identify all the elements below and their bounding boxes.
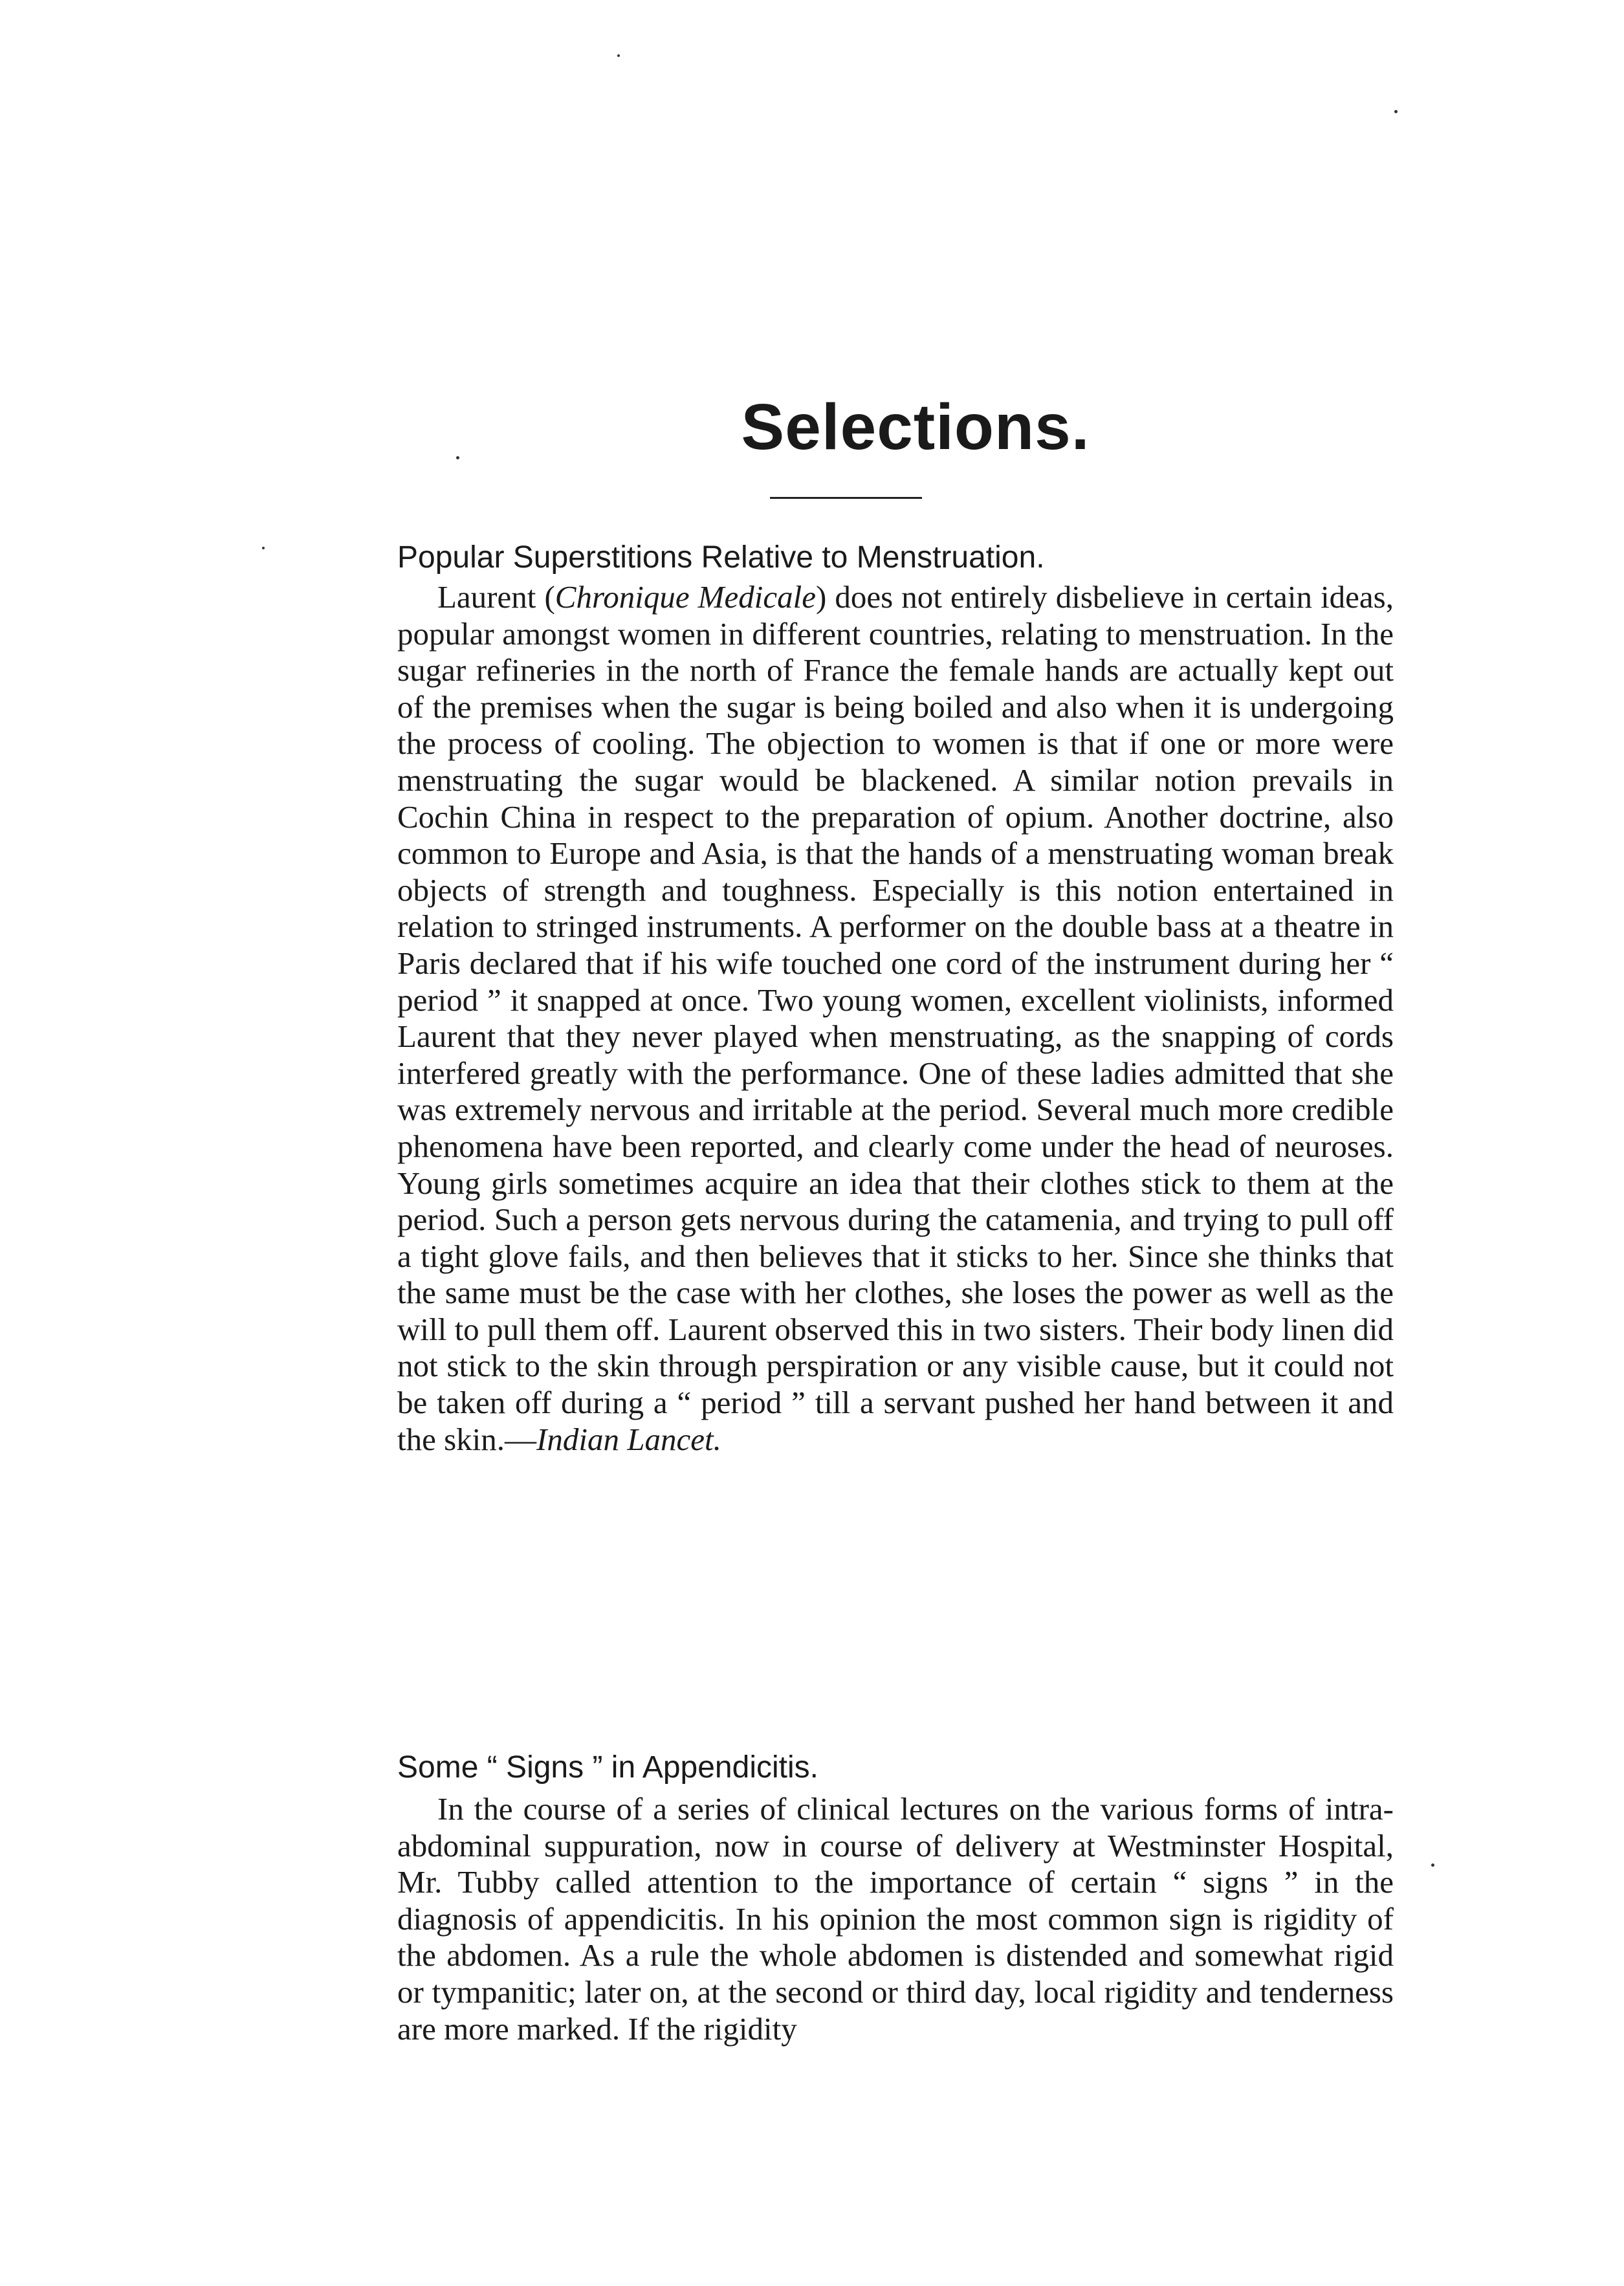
scan-speck — [262, 547, 265, 549]
source-credit: Indian Lancet. — [536, 1421, 721, 1457]
section-heading-superstitions: Popular Superstitions Relative to Menstruation. — [397, 540, 1045, 575]
source-title: Chronique Medicale — [554, 579, 816, 615]
section-paragraph-appendicitis — [397, 1791, 1394, 2047]
title-rule — [770, 497, 922, 499]
section-paragraph-superstitions — [397, 579, 1394, 1458]
page-title: Selections. — [741, 391, 1090, 463]
paragraph-lead: Laurent ( — [437, 579, 555, 615]
scan-speck — [456, 456, 459, 459]
paragraph-body: ) does not entirely disbelieve in certain ideas, popular amongst women in different countries, relating to menstruation. In the sugar refineries in the north of France the female hands are actually kept out of the premises when the sugar is being boiled and also when it is undergoing the process of cooling. The objection to women is that if one or more were menstruating the sugar would be blackened. A similar notion prevails in Cochin China in respect to the preparation of opium. Another doctrine, also common to Europe and Asia, is that the hands of a menstruating woman break objects of strength and toughness. Especially is this notion entertained in relation to stringed instruments. A performer on the double bass at a theatre in Paris declared that if his wife touched one cord of the instrument during her “ period ” it snapped at once. Two young women, excellent violinists, informed Laurent that they never played when menstruating, as the snapping of cords interfered greatly with the performance. One of these ladies admitted that she was extremely nervous and irritable at the period. Several much more credible phenomena have been reported, and clearly come under the head of neuroses. Young girls sometimes acquire an idea that their clothes stick to them at the period. Such a person gets nervous during the catamenia, and trying to pull off a tight glove fails, and then believes that it sticks to her. Since she thinks that the same must be the case with her clothes, she loses the power as well as the will to pull them off. Laurent observed this in two sisters. Their body linen did not stick to the skin through perspiration or any visible cause, but it could not be taken off during a “ period ” till a servant pushed her hand between it and the skin.— — [397, 579, 1394, 1457]
scan-speck — [1431, 1863, 1434, 1867]
section-heading-appendicitis: Some “ Signs ” in Appendicitis. — [397, 1750, 818, 1785]
paragraph-body: In the course of a series of clinical lectures on the various forms of intra-abdominal suppuration, now in course of delivery at Westminster Hospital, Mr. Tubby called attention to the importance of certain “ signs ” in the diagnosis of appendicitis. In his opinion the most common sign is rigidity of the abdomen. As a rule the whole abdomen is distended and somewhat rigid or tympanitic; later on, at the second or third day, local rigidity and tenderness are more marked. If the rigidity — [397, 1791, 1394, 2047]
scan-speck — [1394, 110, 1398, 113]
scan-speck — [617, 54, 620, 57]
